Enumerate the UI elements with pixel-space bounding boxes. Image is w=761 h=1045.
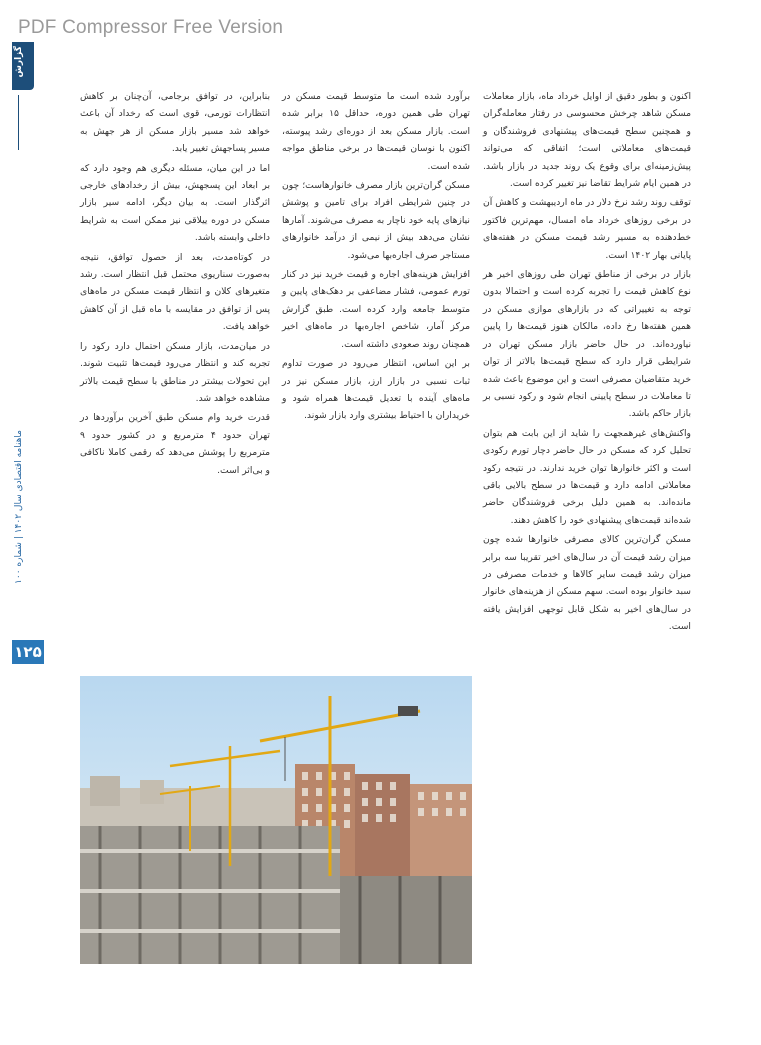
paragraph: بازار در برخی از مناطق تهران طی روزهای اخیر هر نوع کاهش قیمت را تجربه کرده است و احتمالا بدون توجه به تغییراتی که در بازارهای موازی مسکن در همین هفته‌ها رخ داده، مالکان هنوز قیمت‌ها را پایین نیاورده‌اند. در حال حاضر بازار مسکن تهران در شرایطی قرار دارد که سطح قیمت‌ها بالاتر از توان خرید متقاضیان مصرفی است و این موضوع باعث شده تا معاملات در سطح پایینی انجام شود و رکود نسبی بر بازار حاکم باشد. — [483, 269, 691, 420]
page-number: ۱۲۵ — [12, 640, 44, 664]
construction-site-photo — [80, 676, 472, 964]
paragraph: اکنون و بطور دقیق از اوایل خرداد ماه، بازار معاملات مسکن شاهد چرخش محسوسی در رفتار معامله‌گران و همچنین سطح قیمت‌های پیشنهادی فروشندگان و قیمت‌های معاملاتی است؛ اتفاقی که می‌تواند پیش‌زمینه‌ای برای وقوع یک روند جدید در بازار باشد. در همین ایام شرایط تقاضا نیز تغییر کرده است. — [483, 91, 691, 190]
paragraph: در میان‌مدت، بازار مسکن احتمال دارد رکود را تجربه کند و انتظار می‌رود قیمت‌ها تثبیت شوند. این تحولات بیشتر در مناطق با سطح قیمت بالاتر مشاهده خواهد شد. — [80, 340, 270, 404]
magazine-info-strip — [14, 430, 34, 665]
construction-illustration — [80, 676, 472, 964]
text-column-right — [483, 88, 691, 938]
section-tab — [12, 42, 34, 90]
paragraph: مسکن گران‌ترین بازار مصرف خانوارهاست؛ چون در چنین شرایطی افراد برای تامین و پوشش نیازهای پایه خود ناچار به مصرف می‌شوند. آمارها نشان می‌دهد بیش از نیمی از درآمد خانوارهای مستاجر صرف اجاره‌بها می‌شود. — [282, 180, 470, 261]
paragraph: بنابراین، در توافق برجامی، آن‌چنان بر کاهش انتظارات تورمی، قوی است که رخداد آن باعث خواهد شد مسیر بازار مسکن از هر جهش به مسیر پساجهش تغییر یابد. — [80, 91, 270, 155]
watermark-text: PDF Compressor Free Version — [18, 17, 284, 38]
paragraph: مسکن گران‌ترین کالای مصرفی خانوارها شده چون میزان رشد قیمت آن در سال‌های اخیر تقریبا سه برابر میزان رشد قیمت سایر کالاها و خدمات مصرفی در سبد خانوار بوده است. سهم مسکن از هزینه‌های خانوار در سال‌های اخیر به شکل قابل توجهی افزایش یافته است. — [483, 534, 691, 633]
paragraph: قدرت خرید وام مسکن طبق آخرین برآوردها در تهران حدود ۴ مترمربع و در کشور حدود ۹ مترمربع را پوشش می‌دهد که رقمی کاملا ناکافی و بی‌اثر است. — [80, 412, 270, 476]
paragraph: واکنش‌های غیرهمجهت را شاید از این بابت هم بتوان تحلیل کرد که مسکن در حال حاضر دچار تورم رکودی است و اکثر خانوارها توان خرید ندارند. در نتیجه رکود معاملاتی ادامه دارد و قیمت‌ها در سطح بالایی باقی مانده‌اند. به همین دلیل برخی فروشندگان حاضر شده‌اند قیمت‌های پیشنهادی خود را کاهش دهند. — [483, 427, 691, 526]
section-tab-label: گزارش — [14, 46, 24, 78]
paragraph: توقف روند رشد نرخ دلار در ماه اردیبهشت و کاهش آن در برخی روزهای خرداد ماه امسال، مهم‌ترین فاکتور خط‌دهنده به مسیر رشد قیمت مسکن در هفته‌های پایانی بهار ۱۴۰۲ است. — [483, 197, 691, 261]
paragraph: افزایش هزینه‌های اجاره و قیمت خرید نیز در کنار تورم عمومی، فشار مضاعفی بر دهک‌های پایین و متوسط جامعه وارد کرده است. طبق گزارش مرکز آمار، شاخص اجاره‌بها در ماه‌های اخیر همچنان روند صعودی داشته است. — [282, 269, 470, 350]
side-divider — [18, 95, 19, 150]
paragraph: در کوتاه‌مدت، بعد از حصول توافق، نتیجه به‌صورت سناریوی محتمل قبل انتظار است. رشد متغیرهای کلان و انتظار قیمت مسکن در ماه‌های پس از توافق در مقایسه با ماه قبل از آن کاهش خواهد یافت. — [80, 251, 270, 333]
magazine-info-text: ماهنامه اقتصادی سال ۱۴۰۲ | شماره ۱۰۰ — [14, 430, 24, 584]
paragraph: بر این اساس، انتظار می‌رود در صورت تداوم ثبات نسبی در بازار ارز، بازار مسکن نیز در ماه‌های آینده با تعدیل قیمت‌ها همراه شود و خریداران با احتیاط بیشتری وارد بازار شوند. — [282, 358, 470, 422]
text-column-middle — [282, 88, 470, 663]
paragraph: برآورد شده است ما متوسط قیمت مسکن در تهران طی همین دوره، حداقل ۱۵ برابر شده است. بازار مسکن بعد از دوره‌ای رشد پیوسته، اکنون با نوسان قیمت‌ها در برخی مناطق مواجه شده است. — [282, 91, 470, 172]
paragraph: اما در این میان، مسئله دیگری هم وجود دارد که بر ابعاد این پسجهش، بیش از رخدادهای خارجی اثرگذار است. به بیان دیگر، ادامه سیر بازار مسکن در دوره ییلاقی نیز ممکن است به شرایط داخلی وابسته باشد. — [80, 162, 270, 244]
text-column-left — [80, 88, 270, 663]
